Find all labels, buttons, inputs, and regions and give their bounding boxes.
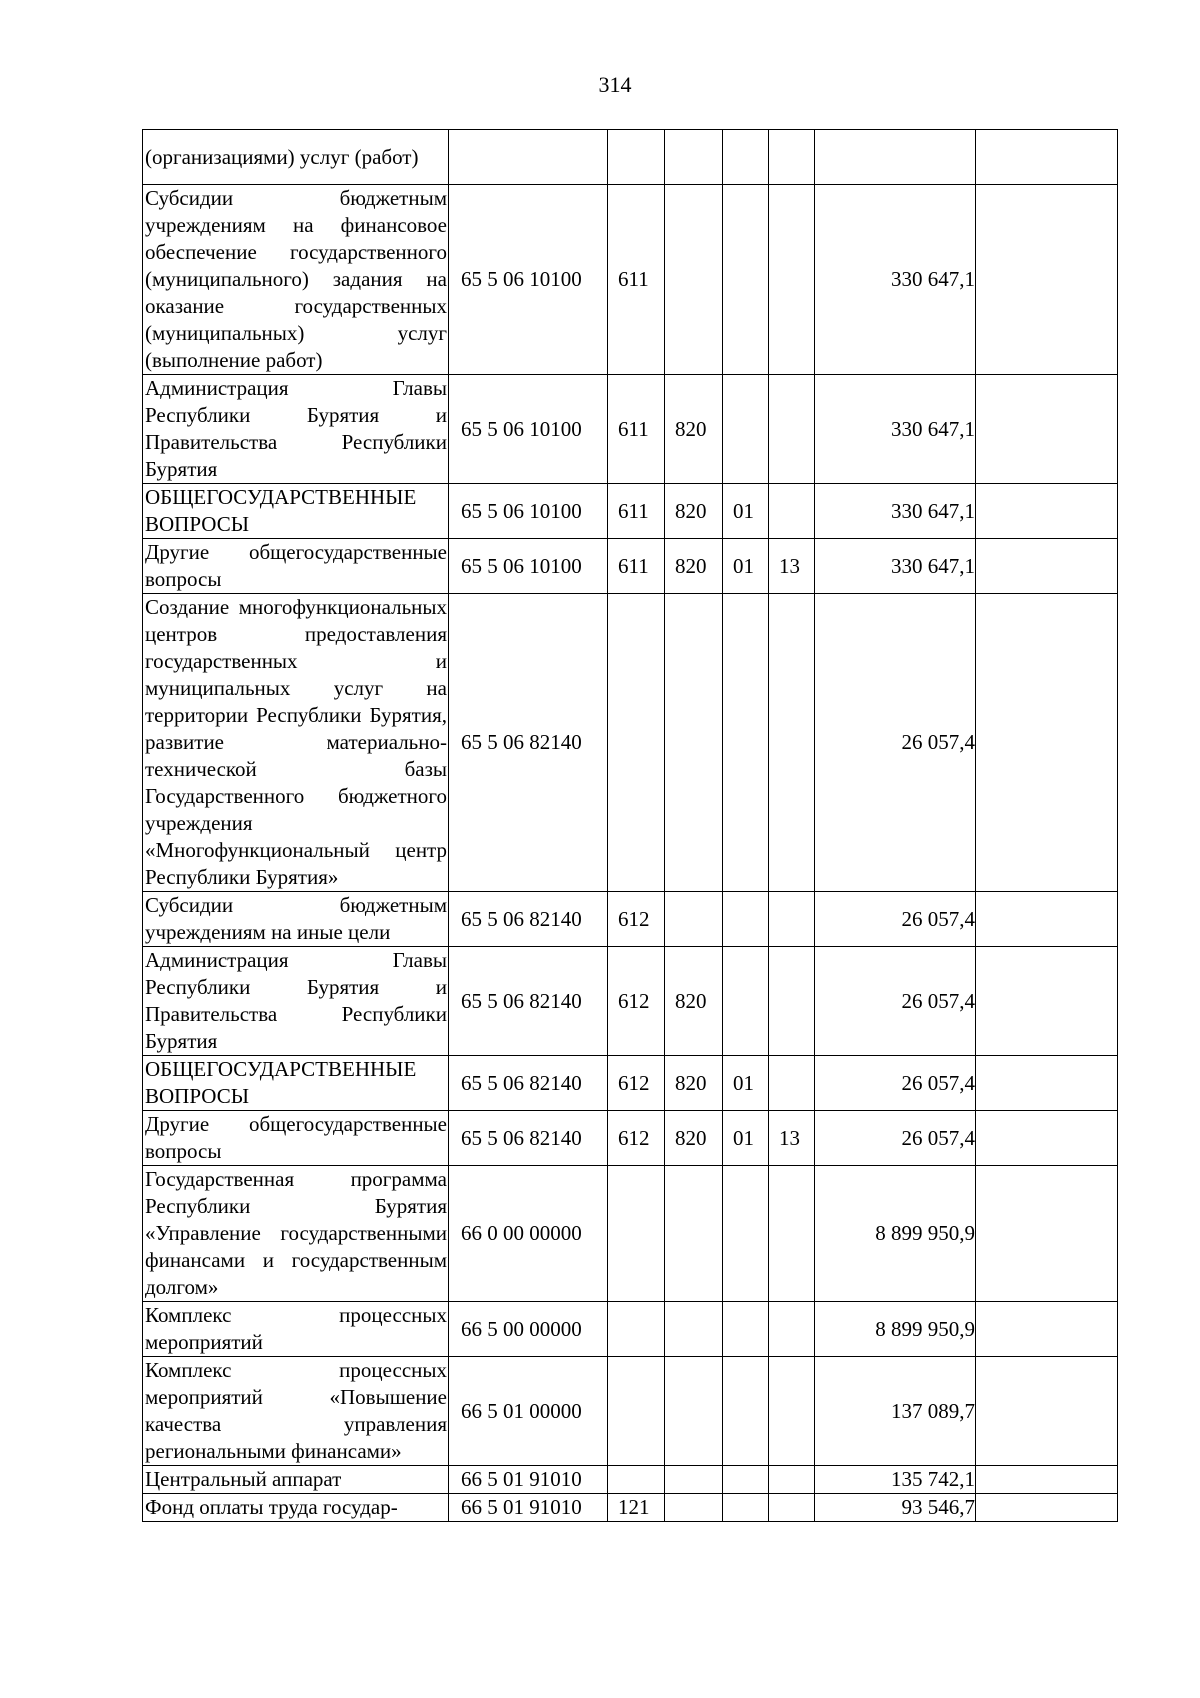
cell-subsection: 13: [769, 539, 815, 594]
cell-subsection: [769, 1302, 815, 1357]
cell-expense-type: 611: [608, 185, 665, 375]
cell-name: Комплекс процессных мероприятий «Повышение качества управления региональными финансами»: [143, 1357, 449, 1466]
budget-table: [142, 129, 1118, 1522]
cell-target-code: 65 5 06 10100: [449, 539, 608, 594]
table-row: [143, 1166, 1118, 1302]
cell-expense-type: [608, 1302, 665, 1357]
cell-expense-type: [608, 1357, 665, 1466]
cell-amount: 26 057,4: [815, 1111, 976, 1166]
table-row: [143, 947, 1118, 1056]
cell-amount: [815, 130, 976, 185]
cell-extra: [976, 539, 1118, 594]
cell-section: [723, 594, 769, 892]
cell-subsection: [769, 1166, 815, 1302]
cell-amount: 330 647,1: [815, 484, 976, 539]
cell-extra: [976, 375, 1118, 484]
cell-expense-type: [608, 1166, 665, 1302]
cell-section: [723, 375, 769, 484]
cell-amount: 135 742,1: [815, 1466, 976, 1494]
cell-extra: [976, 1056, 1118, 1111]
table-row: [143, 484, 1118, 539]
cell-expense-type: 612: [608, 947, 665, 1056]
cell-target-code: 65 5 06 10100: [449, 484, 608, 539]
cell-department: [665, 1357, 723, 1466]
cell-amount: 26 057,4: [815, 892, 976, 947]
cell-section: [723, 130, 769, 185]
cell-name: Субсидии бюджетным учреждениям на иные цели: [143, 892, 449, 947]
cell-department: [665, 185, 723, 375]
cell-target-code: 65 5 06 10100: [449, 375, 608, 484]
table-row: [143, 1302, 1118, 1357]
cell-expense-type: [608, 594, 665, 892]
cell-section: 01: [723, 1056, 769, 1111]
cell-section: 01: [723, 539, 769, 594]
cell-department: 820: [665, 1111, 723, 1166]
cell-expense-type: [608, 1466, 665, 1494]
cell-expense-type: 611: [608, 375, 665, 484]
cell-extra: [976, 892, 1118, 947]
cell-subsection: 13: [769, 1111, 815, 1166]
cell-name: Фонд оплаты труда государ-: [143, 1494, 449, 1522]
cell-expense-type: 121: [608, 1494, 665, 1522]
cell-department: 820: [665, 1056, 723, 1111]
table-row: [143, 539, 1118, 594]
cell-name: Государственная программа Республики Бурятия «Управление государственными финансами и государственным долгом»: [143, 1166, 449, 1302]
cell-section: [723, 185, 769, 375]
cell-name: Администрация Главы Республики Бурятия и Правительства Республики Бурятия: [143, 947, 449, 1056]
cell-section: [723, 1494, 769, 1522]
cell-name: Центральный аппарат: [143, 1466, 449, 1494]
cell-extra: [976, 947, 1118, 1056]
cell-subsection: [769, 1056, 815, 1111]
table-row: [143, 594, 1118, 892]
cell-name: Администрация Главы Республики Бурятия и Правительства Республики Бурятия: [143, 375, 449, 484]
cell-name: Комплекс процессных мероприятий: [143, 1302, 449, 1357]
cell-extra: [976, 1302, 1118, 1357]
cell-subsection: [769, 892, 815, 947]
cell-target-code: 65 5 06 82140: [449, 1111, 608, 1166]
cell-name: Другие общегосударственные вопросы: [143, 1111, 449, 1166]
cell-amount: 137 089,7: [815, 1357, 976, 1466]
cell-target-code: 66 0 00 00000: [449, 1166, 608, 1302]
cell-name: ОБЩЕГОСУДАРСТВЕННЫЕ ВОПРОСЫ: [143, 484, 449, 539]
cell-subsection: [769, 1494, 815, 1522]
cell-expense-type: 611: [608, 484, 665, 539]
cell-target-code: 65 5 06 82140: [449, 892, 608, 947]
table-row: [143, 185, 1118, 375]
cell-name: Создание многофункциональных центров предоставления государственных и муниципальных услуг на территории Республики Бурятия, развитие материально-технической базы Государственного бюджетного учреждения «Многофункциональный центр Республики Бурятия»: [143, 594, 449, 892]
cell-section: [723, 1466, 769, 1494]
cell-subsection: [769, 185, 815, 375]
table-body: [143, 130, 1118, 1522]
cell-name: ОБЩЕГОСУДАРСТВЕННЫЕ ВОПРОСЫ: [143, 1056, 449, 1111]
cell-expense-type: 612: [608, 892, 665, 947]
cell-section: 01: [723, 484, 769, 539]
cell-extra: [976, 185, 1118, 375]
table-row: [143, 130, 1118, 185]
cell-section: 01: [723, 1111, 769, 1166]
cell-expense-type: 612: [608, 1056, 665, 1111]
table-row: [143, 1111, 1118, 1166]
cell-expense-type: 611: [608, 539, 665, 594]
table-row: [143, 1056, 1118, 1111]
cell-department: [665, 1166, 723, 1302]
cell-target-code: [449, 130, 608, 185]
cell-target-code: 66 5 01 91010: [449, 1466, 608, 1494]
cell-target-code: 65 5 06 82140: [449, 594, 608, 892]
table-row: [143, 375, 1118, 484]
cell-extra: [976, 1111, 1118, 1166]
cell-subsection: [769, 594, 815, 892]
cell-subsection: [769, 130, 815, 185]
cell-expense-type: [608, 130, 665, 185]
cell-extra: [976, 1494, 1118, 1522]
cell-amount: 330 647,1: [815, 185, 976, 375]
table-row: [143, 1466, 1118, 1494]
cell-amount: 26 057,4: [815, 594, 976, 892]
cell-department: [665, 1302, 723, 1357]
cell-subsection: [769, 947, 815, 1056]
cell-section: [723, 1166, 769, 1302]
page-number: 314: [598, 72, 632, 97]
cell-subsection: [769, 1357, 815, 1466]
cell-amount: 8 899 950,9: [815, 1166, 976, 1302]
cell-section: [723, 1302, 769, 1357]
cell-department: 820: [665, 375, 723, 484]
cell-amount: 8 899 950,9: [815, 1302, 976, 1357]
cell-section: [723, 947, 769, 1056]
cell-department: 820: [665, 539, 723, 594]
cell-amount: 93 546,7: [815, 1494, 976, 1522]
cell-subsection: [769, 1466, 815, 1494]
cell-department: [665, 594, 723, 892]
cell-extra: [976, 484, 1118, 539]
cell-department: 820: [665, 484, 723, 539]
cell-department: 820: [665, 947, 723, 1056]
cell-extra: [976, 1357, 1118, 1466]
cell-expense-type: 612: [608, 1111, 665, 1166]
cell-target-code: 65 5 06 82140: [449, 947, 608, 1056]
cell-target-code: 65 5 06 10100: [449, 185, 608, 375]
cell-section: [723, 892, 769, 947]
cell-target-code: 65 5 06 82140: [449, 1056, 608, 1111]
cell-extra: [976, 1466, 1118, 1494]
table-row: [143, 892, 1118, 947]
cell-target-code: 66 5 01 00000: [449, 1357, 608, 1466]
cell-extra: [976, 594, 1118, 892]
cell-target-code: 66 5 00 00000: [449, 1302, 608, 1357]
cell-subsection: [769, 484, 815, 539]
cell-target-code: 66 5 01 91010: [449, 1494, 608, 1522]
cell-amount: 26 057,4: [815, 947, 976, 1056]
cell-amount: 330 647,1: [815, 375, 976, 484]
cell-department: [665, 130, 723, 185]
cell-name: Субсидии бюджетным учреждениям на финансовое обеспечение государственного (муниципального) задания на оказание государственных (муниципальных) услуг (выполнение работ): [143, 185, 449, 375]
cell-department: [665, 1494, 723, 1522]
cell-amount: 330 647,1: [815, 539, 976, 594]
cell-subsection: [769, 375, 815, 484]
cell-name: Другие общегосударственные вопросы: [143, 539, 449, 594]
table-row: [143, 1357, 1118, 1466]
cell-department: [665, 892, 723, 947]
cell-extra: [976, 130, 1118, 185]
cell-extra: [976, 1166, 1118, 1302]
cell-name: (организациями) услуг (работ): [143, 130, 449, 185]
cell-amount: 26 057,4: [815, 1056, 976, 1111]
cell-section: [723, 1357, 769, 1466]
cell-department: [665, 1466, 723, 1494]
table-row: [143, 1494, 1118, 1522]
